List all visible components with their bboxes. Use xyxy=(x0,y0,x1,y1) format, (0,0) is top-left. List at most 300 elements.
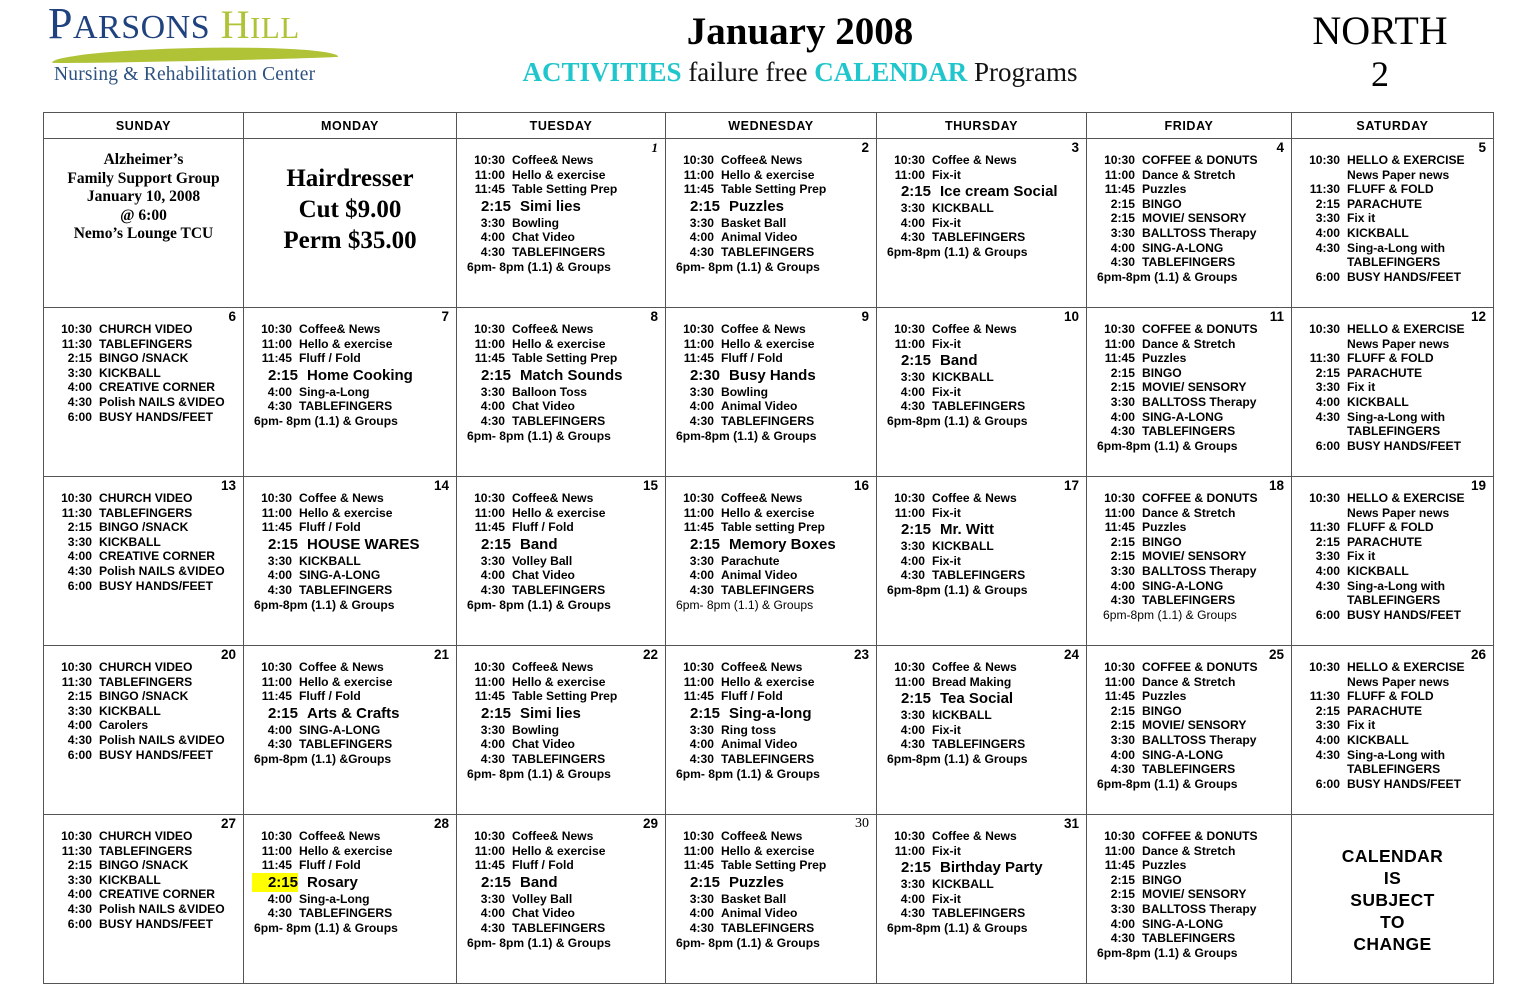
hairdresser-promo xyxy=(244,139,456,256)
event-item xyxy=(1300,593,1489,608)
event-item xyxy=(252,535,452,554)
event-description: BALLTOSS Therapy xyxy=(1142,225,1257,240)
support-group-notice xyxy=(44,139,243,244)
event-item xyxy=(465,675,661,690)
event-description: Simi lies xyxy=(520,704,581,722)
event-item xyxy=(674,245,872,260)
day-cell-9[interactable] xyxy=(666,308,877,477)
event-time: 11:45 xyxy=(1104,858,1135,873)
event-time: 4:30 xyxy=(900,906,925,921)
event-time: 11:30 xyxy=(61,843,92,858)
event-description: Ring toss xyxy=(721,722,777,737)
event-time: 10:30 xyxy=(894,153,925,167)
event-description: TABLEFINGERS xyxy=(512,751,606,766)
event-list xyxy=(1087,477,1291,624)
event-time: 11:45 xyxy=(1104,351,1135,366)
event-time: 3:30 xyxy=(1315,380,1340,395)
weekday-header-row xyxy=(44,113,1494,139)
event-description: Coffee& News xyxy=(721,829,803,843)
event-description: Sing-a-Long with xyxy=(1347,578,1446,593)
event-description: Chat Video xyxy=(512,737,575,752)
event-description: TABLEFINGERS xyxy=(512,582,606,597)
day-number: 29 xyxy=(642,816,658,831)
notice-line5: CHANGE xyxy=(1353,934,1432,954)
event-time: 2:15 xyxy=(480,704,511,722)
day-number: 16 xyxy=(853,478,869,493)
event-description: BINGO xyxy=(1142,703,1182,718)
event-description: Dance & Stretch xyxy=(1142,674,1236,689)
event-time: 4:30 xyxy=(1110,931,1135,946)
day-cell-notice[interactable] xyxy=(1292,815,1494,984)
event-time: 4:00 xyxy=(480,568,505,583)
event-description: Dance & Stretch xyxy=(1142,336,1236,351)
event-time: 11:45 xyxy=(261,689,292,704)
event-item xyxy=(1095,917,1287,932)
day-cell-27[interactable] xyxy=(44,815,244,984)
event-time: 4:30 xyxy=(1315,578,1340,593)
event-item xyxy=(674,704,872,723)
event-time: 3:30 xyxy=(67,534,92,549)
event-description: Memory Boxes xyxy=(729,535,836,553)
event-list xyxy=(877,139,1086,262)
event-description: Table Setting Prep xyxy=(721,858,827,873)
event-description: BINGO /SNACK xyxy=(99,858,189,873)
event-item xyxy=(1095,322,1287,337)
event-description: SING-A-LONG xyxy=(1142,409,1224,424)
event-item xyxy=(465,892,661,907)
event-description: BUSY HANDS/FEET xyxy=(1347,776,1462,791)
day-cell-14[interactable] xyxy=(244,477,457,646)
support-group-line5: Nemo’s Lounge TCU xyxy=(73,225,214,242)
event-time: 4:00 xyxy=(480,906,505,921)
event-description: CREATIVE CORNER xyxy=(99,887,216,902)
calendar-week-row xyxy=(44,646,1494,815)
event-list xyxy=(877,308,1086,431)
event-time: 4:30 xyxy=(900,230,925,245)
day-cell-18[interactable] xyxy=(1087,477,1292,646)
event-time: 10:30 xyxy=(61,491,92,505)
event-description: Animal Video xyxy=(721,737,798,752)
event-description: KICKBALL xyxy=(1347,732,1409,747)
event-time: 2:15 xyxy=(1315,703,1340,718)
event-time: 10:30 xyxy=(61,829,92,843)
day-cell-1[interactable] xyxy=(457,139,666,308)
event-description: PARACHUTE xyxy=(1347,196,1423,211)
event-time: 2:15 xyxy=(1315,196,1340,211)
event-item xyxy=(465,153,661,168)
event-item xyxy=(465,906,661,921)
event-description: Fluff / Fold xyxy=(721,351,783,366)
day-cell-16[interactable] xyxy=(666,477,877,646)
day-cell-empty[interactable] xyxy=(1087,815,1292,984)
event-item xyxy=(885,230,1082,245)
event-time: 10:30 xyxy=(61,322,92,336)
event-item xyxy=(1095,733,1287,748)
event-item xyxy=(885,385,1082,400)
event-item xyxy=(465,660,661,675)
event-description: News Paper news xyxy=(1347,167,1450,182)
event-time: 11:45 xyxy=(1104,520,1135,535)
day-cell-20[interactable] xyxy=(44,646,244,815)
event-time: 4:30 xyxy=(1110,255,1135,270)
event-item xyxy=(465,873,661,892)
event-item xyxy=(1095,675,1287,690)
event-item xyxy=(52,704,239,719)
event-time: 10:30 xyxy=(683,153,714,167)
event-item xyxy=(52,380,239,395)
event-time: 3:30 xyxy=(689,384,714,399)
event-description: Fix-it xyxy=(932,843,961,858)
event-time: 11:00 xyxy=(894,336,925,351)
event-description: TABLEFINGERS xyxy=(721,751,815,766)
event-item xyxy=(674,535,872,554)
day-cell-29[interactable] xyxy=(457,815,666,984)
day-cell-22[interactable] xyxy=(457,646,666,815)
event-time: 2:15 xyxy=(67,520,92,535)
event-item xyxy=(252,675,452,690)
event-description: Coffee& News xyxy=(299,829,381,843)
event-time: 11:45 xyxy=(683,689,714,704)
event-time: 4:30 xyxy=(689,244,714,259)
event-item xyxy=(1095,762,1287,777)
event-item xyxy=(885,568,1082,583)
day-cell-2[interactable] xyxy=(666,139,877,308)
event-item xyxy=(674,723,872,738)
event-time: 2:15 xyxy=(689,704,720,722)
weekday-header-tuesday: TUESDAY xyxy=(457,113,666,139)
event-description: TABLEFINGERS xyxy=(932,906,1026,921)
day-cell-13[interactable] xyxy=(44,477,244,646)
day-cell-25[interactable] xyxy=(1087,646,1292,815)
page-subtitle xyxy=(430,56,1170,88)
event-description: Volley Ball xyxy=(512,891,573,906)
event-description: TABLEFINGERS xyxy=(99,505,193,520)
event-item xyxy=(674,921,872,936)
day-cell-11[interactable] xyxy=(1087,308,1292,477)
event-time: 4:00 xyxy=(480,399,505,414)
event-item xyxy=(1300,777,1489,792)
event-description: Sing-a-Long xyxy=(299,891,370,906)
logo-hill-text: HILL xyxy=(220,2,300,47)
event-time: 11:00 xyxy=(1104,167,1135,182)
event-time: 11:30 xyxy=(1309,351,1340,366)
event-item xyxy=(465,216,661,231)
event-item xyxy=(252,829,452,844)
event-time: 4:00 xyxy=(267,891,292,906)
event-item xyxy=(465,168,661,183)
event-time: 2:15 xyxy=(480,366,511,384)
event-time: 3:30 xyxy=(480,553,505,568)
day-cell-19[interactable] xyxy=(1292,477,1494,646)
event-description: CREATIVE CORNER xyxy=(99,549,216,564)
event-item xyxy=(1300,718,1489,733)
event-description: BINGO xyxy=(1142,872,1182,887)
event-item: 6pm-8pm (1.1) & Groups xyxy=(1103,607,1237,622)
event-item xyxy=(465,230,661,245)
event-description: Rosary xyxy=(307,873,358,891)
event-item xyxy=(1095,491,1287,506)
event-time: 4:30 xyxy=(267,582,292,597)
event-time: 3:30 xyxy=(480,215,505,230)
day-cell-6[interactable] xyxy=(44,308,244,477)
day-cell-3[interactable] xyxy=(877,139,1087,308)
event-item xyxy=(1300,226,1489,241)
event-time: 4:00 xyxy=(1110,747,1135,762)
event-item xyxy=(1300,380,1489,395)
event-time: 3:30 xyxy=(480,384,505,399)
event-time: 11:45 xyxy=(474,689,505,704)
event-item xyxy=(674,414,872,429)
event-item xyxy=(1300,270,1489,285)
day-cell-26[interactable] xyxy=(1292,646,1494,815)
day-cell-promo[interactable] xyxy=(244,139,457,308)
event-description: Coffee & News xyxy=(932,829,1017,843)
event-time: 4:00 xyxy=(1315,732,1340,747)
event-time: 2:15 xyxy=(252,873,298,892)
event-time: 2:15 xyxy=(1110,211,1135,226)
event-time: 3:30 xyxy=(67,872,92,887)
event-time: 11:45 xyxy=(683,351,714,366)
event-time: 4:00 xyxy=(267,568,292,583)
event-description: kICKBALL xyxy=(932,708,992,723)
event-description: HELLO & EXERCISE xyxy=(1347,491,1465,505)
event-description: Dance & Stretch xyxy=(1142,505,1236,520)
event-time: 4:30 xyxy=(900,399,925,414)
event-item xyxy=(885,858,1082,877)
event-time: 11:45 xyxy=(261,351,292,366)
event-list xyxy=(666,308,876,445)
event-time: 4:00 xyxy=(900,384,925,399)
event-list xyxy=(44,308,243,426)
calendar-week-row xyxy=(44,139,1494,308)
day-cell-8[interactable] xyxy=(457,308,666,477)
event-description: Hello & exercise xyxy=(512,843,606,858)
day-cell-support[interactable] xyxy=(44,139,244,308)
event-item xyxy=(252,892,452,907)
event-time: 3:30 xyxy=(1110,901,1135,916)
day-number: 17 xyxy=(1063,478,1079,493)
event-item xyxy=(52,579,239,594)
event-description: Coffee& News xyxy=(512,322,594,336)
event-time: 3:30 xyxy=(900,877,925,892)
event-item: 6pm- 8pm (1.1) & Groups xyxy=(467,597,611,612)
event-item xyxy=(885,216,1082,231)
event-time: 4:30 xyxy=(689,920,714,935)
day-cell-12[interactable] xyxy=(1292,308,1494,477)
event-list xyxy=(1292,139,1493,286)
day-cell-10[interactable] xyxy=(877,308,1087,477)
event-item xyxy=(1300,168,1489,183)
event-time: 2:15 xyxy=(1110,549,1135,564)
hairdresser-line3: Perm $35.00 xyxy=(283,227,417,254)
event-description: BUSY HANDS/FEET xyxy=(1347,607,1462,622)
day-cell-15[interactable] xyxy=(457,477,666,646)
event-item xyxy=(1300,564,1489,579)
event-description: TABLEFINGERS xyxy=(932,399,1026,414)
event-item xyxy=(674,216,872,231)
event-time: 11:00 xyxy=(1104,336,1135,351)
event-time: 11:00 xyxy=(261,674,292,689)
event-description: CHURCH VIDEO xyxy=(99,491,193,505)
event-description: KICKBALL xyxy=(99,534,161,549)
page-title: January 2008 xyxy=(686,10,914,53)
day-cell-7[interactable] xyxy=(244,308,457,477)
event-item xyxy=(465,506,661,521)
event-item xyxy=(1300,675,1489,690)
day-cell-4[interactable] xyxy=(1087,139,1292,308)
event-time: 10:30 xyxy=(683,491,714,505)
event-item xyxy=(252,660,452,675)
event-item xyxy=(674,554,872,569)
event-time: 3:30 xyxy=(900,708,925,723)
event-description: COFFEE & DONUTS xyxy=(1142,660,1258,674)
event-description: Coffee& News xyxy=(512,491,594,505)
event-description: KICKBALL xyxy=(99,365,161,380)
event-time: 6:00 xyxy=(67,747,92,762)
event-item xyxy=(1095,395,1287,410)
day-cell-17[interactable] xyxy=(877,477,1087,646)
event-description: TABLEFINGERS xyxy=(299,737,393,752)
event-item xyxy=(1095,689,1287,704)
event-item xyxy=(885,539,1082,554)
event-description: BALLTOSS Therapy xyxy=(1142,563,1257,578)
event-list xyxy=(877,477,1086,600)
day-cell-30[interactable] xyxy=(666,815,877,984)
event-description: Sing-a-long xyxy=(729,704,812,722)
event-item xyxy=(465,322,661,337)
event-item xyxy=(252,906,452,921)
event-time: 4:00 xyxy=(1315,394,1340,409)
event-description: Home Cooking xyxy=(307,366,413,384)
event-time: 4:00 xyxy=(689,568,714,583)
event-item xyxy=(52,351,239,366)
event-time: 4:30 xyxy=(67,901,92,916)
event-item: 6pm-8pm (1.1) & Groups xyxy=(887,244,1028,259)
event-time: 4:00 xyxy=(900,553,925,568)
day-cell-24[interactable] xyxy=(877,646,1087,815)
day-cell-21[interactable] xyxy=(244,646,457,815)
event-description: Fix-it xyxy=(932,891,961,906)
event-item xyxy=(52,829,239,844)
event-time: 4:00 xyxy=(1315,563,1340,578)
event-description: KICKBALL xyxy=(99,872,161,887)
event-item xyxy=(465,568,661,583)
event-description: TABLEFINGERS xyxy=(1142,593,1236,608)
event-item xyxy=(1300,660,1489,675)
event-time: 11:00 xyxy=(474,336,505,351)
event-time: 10:30 xyxy=(894,829,925,843)
event-description: Fluff / Fold xyxy=(512,520,574,535)
title-block xyxy=(430,10,1170,88)
day-cell-31[interactable] xyxy=(877,815,1087,984)
day-number: 19 xyxy=(1470,478,1486,493)
event-item xyxy=(1095,197,1287,212)
event-time: 4:30 xyxy=(900,737,925,752)
event-item xyxy=(465,583,661,598)
event-description: TABLEFINGERS xyxy=(932,737,1026,752)
event-description: MOVIE/ SENSORY xyxy=(1142,211,1247,226)
event-description: FLUFF & FOLD xyxy=(1347,351,1434,366)
event-item: 6pm-8pm (1.1) & Groups xyxy=(1097,269,1238,284)
event-time: 11:00 xyxy=(474,167,505,182)
event-item xyxy=(1300,322,1489,337)
event-description: BUSY HANDS/FEET xyxy=(1347,438,1462,453)
event-description: News Paper news xyxy=(1347,336,1450,351)
event-description: CREATIVE CORNER xyxy=(99,380,216,395)
event-time: 11:30 xyxy=(1309,520,1340,535)
event-item xyxy=(1300,762,1489,777)
event-time: 11:00 xyxy=(683,336,714,351)
event-item xyxy=(674,906,872,921)
event-item xyxy=(252,723,452,738)
support-group-line2: Family Support Group xyxy=(67,169,220,187)
event-item xyxy=(1095,829,1287,844)
event-item: 6pm- 8pm (1.1) & Groups xyxy=(676,935,820,950)
event-description: Table Setting Prep xyxy=(512,351,618,366)
event-description: TABLEFINGERS xyxy=(1347,255,1441,270)
day-cell-5[interactable] xyxy=(1292,139,1494,308)
event-time: 2:15 xyxy=(67,858,92,873)
event-time: 4:30 xyxy=(1315,747,1340,762)
event-item xyxy=(1095,564,1287,579)
event-description: SING-A-LONG xyxy=(1142,916,1224,931)
event-description: Hello & exercise xyxy=(299,505,393,520)
day-cell-23[interactable] xyxy=(666,646,877,815)
event-time: 2:15 xyxy=(900,859,931,877)
event-item xyxy=(674,351,872,366)
event-description: Puzzles xyxy=(729,197,785,215)
event-item xyxy=(1095,226,1287,241)
event-item xyxy=(885,829,1082,844)
event-time: 10:30 xyxy=(1309,153,1340,167)
day-cell-28[interactable] xyxy=(244,815,457,984)
event-item xyxy=(252,351,452,366)
event-time: 4:00 xyxy=(480,230,505,245)
event-item xyxy=(1300,410,1489,425)
event-item xyxy=(52,395,239,410)
support-group-line4: @ 6:00 xyxy=(120,206,167,224)
event-description: BUSY HANDS/FEET xyxy=(99,578,214,593)
event-description: BALLTOSS Therapy xyxy=(1142,901,1257,916)
event-item xyxy=(674,752,872,767)
event-item xyxy=(885,892,1082,907)
event-description: TABLEFINGERS xyxy=(512,920,606,935)
event-time: 2:15 xyxy=(267,366,298,384)
event-time: 6:00 xyxy=(1315,269,1340,284)
event-item xyxy=(465,844,661,859)
event-item xyxy=(1300,608,1489,623)
event-time: 10:30 xyxy=(261,322,292,336)
day-number: 5 xyxy=(1478,140,1486,155)
event-item: 6pm- 8pm (1.1) & Groups xyxy=(676,766,820,781)
event-item xyxy=(465,385,661,400)
event-item xyxy=(885,337,1082,352)
event-description: BUSY HANDS/FEET xyxy=(99,916,214,931)
event-time: 10:30 xyxy=(683,660,714,674)
event-time: 4:30 xyxy=(480,413,505,428)
event-time: 4:30 xyxy=(689,413,714,428)
event-item xyxy=(1095,380,1287,395)
event-description: TABLEFINGERS xyxy=(1142,255,1236,270)
event-time: 11:00 xyxy=(261,336,292,351)
event-time: 10:30 xyxy=(474,491,505,505)
event-item xyxy=(1095,887,1287,902)
calendar-week-row xyxy=(44,815,1494,984)
event-time: 11:45 xyxy=(1104,182,1135,197)
event-item xyxy=(1300,424,1489,439)
event-list xyxy=(877,815,1086,938)
event-item xyxy=(1300,689,1489,704)
